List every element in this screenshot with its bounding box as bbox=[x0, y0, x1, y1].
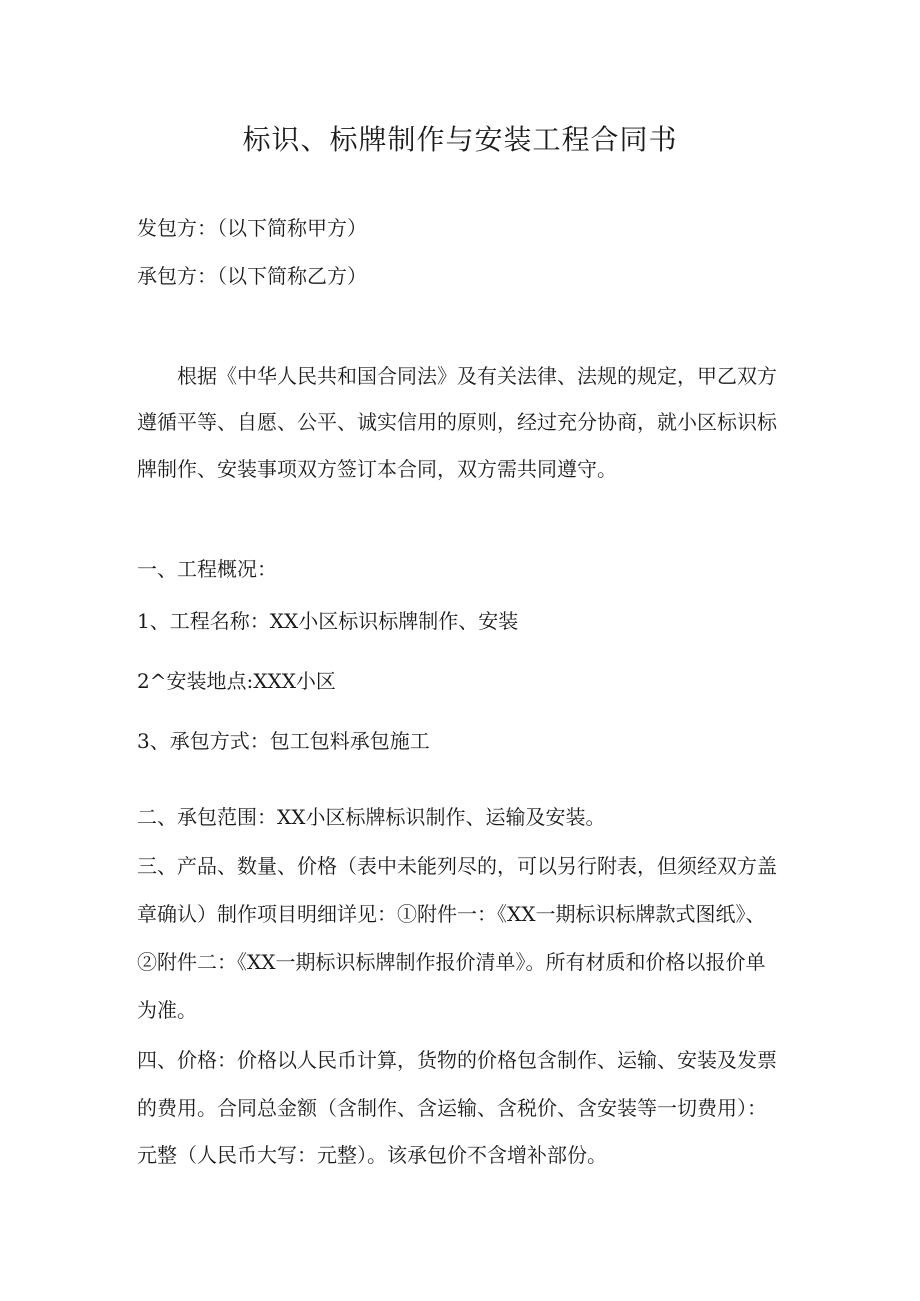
section-3-line-1: 三、产品、数量、价格（表中未能列尽的，可以另行附表，但须经双方盖 bbox=[137, 854, 777, 878]
section-3-line-4: 为准。 bbox=[137, 998, 197, 1022]
contract-title: 标识、标牌制作与安装工程合同书 bbox=[242, 123, 678, 156]
section-4-line-2: 的费用。合同总金额（含制作、含运输、含税价、含安装等一切费用）： bbox=[137, 1096, 767, 1120]
section-3-line-3: ②附件二：《XX一期标识标牌制作报价清单》。所有材质和价格以报价单 bbox=[137, 950, 766, 974]
preamble-line-3: 牌制作、安装事项双方签订本合同，双方需共同遵守。 bbox=[137, 457, 617, 481]
section-1-item-project-name: 1、工程名称：XX小区标识标牌制作、安装 bbox=[137, 609, 519, 633]
client-party-line: 发包方：（以下简称甲方） bbox=[137, 216, 367, 240]
section-1-item-location: 2^安装地点:XXX小区 bbox=[137, 669, 336, 693]
preamble-line-1: 根据《中华人民共和国合同法》及有关法律、法规的规定，甲乙双方 bbox=[177, 364, 777, 388]
contractor-party-line: 承包方：（以下简称乙方） bbox=[137, 264, 367, 288]
section-2-scope: 二、承包范围：XX小区标牌标识制作、运输及安装。 bbox=[137, 805, 606, 829]
section-3-line-2: 章确认）制作项目明细详见：①附件一：《XX一期标识标牌款式图纸》、 bbox=[137, 902, 766, 926]
section-4-line-3: 元整（人民币大写：元整）。该承包价不含增补部份。 bbox=[137, 1143, 607, 1167]
preamble-line-2: 遵循平等、自愿、公平、诚实信用的原则，经过充分协商，就小区标识标 bbox=[137, 410, 777, 434]
section-4-line-1: 四、价格：价格以人民币计算，货物的价格包含制作、运输、安装及发票 bbox=[137, 1048, 777, 1072]
section-1-heading: 一、工程概况： bbox=[137, 557, 277, 581]
section-1-item-method: 3、承包方式：包工包料承包施工 bbox=[137, 729, 430, 753]
